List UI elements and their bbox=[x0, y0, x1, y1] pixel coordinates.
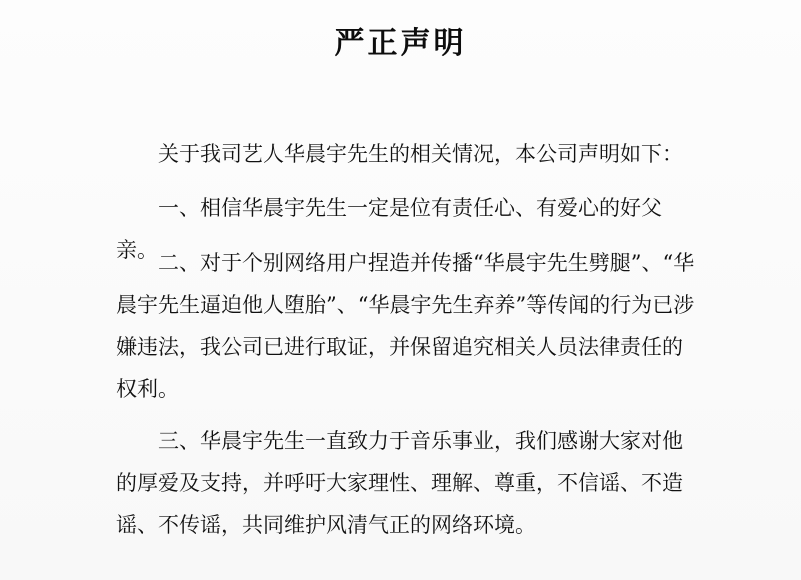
paragraph-item-2: 二、对于个别网络用户捏造并传播“华晨宇先生劈腿”、“华晨宇先生逼迫他人堕胎”、“华晨宇先生弃养”等传闻的行为已涉嫌违法，我公司已进行取证，并保留追究相关人员法律责任的权利。 bbox=[116, 251, 695, 401]
paragraph-item-3: 三、华晨宇先生一直致力于音乐事业，我们感谢大家对他的厚爱及支持，并呼吁大家理性、理解、尊重，不信谣、不造谣、不传谣，共同维护风清气正的网络环境。 bbox=[116, 429, 683, 537]
document-title: 严正声明 bbox=[334, 26, 467, 61]
paragraph-intro: 关于我司艺人华晨宇先生的相关情况，本公司声明如下： bbox=[158, 142, 683, 166]
paragraph-item-1: 一、相信华晨宇先生一定是位有责任心、有爱心的好父亲。 bbox=[116, 196, 662, 262]
